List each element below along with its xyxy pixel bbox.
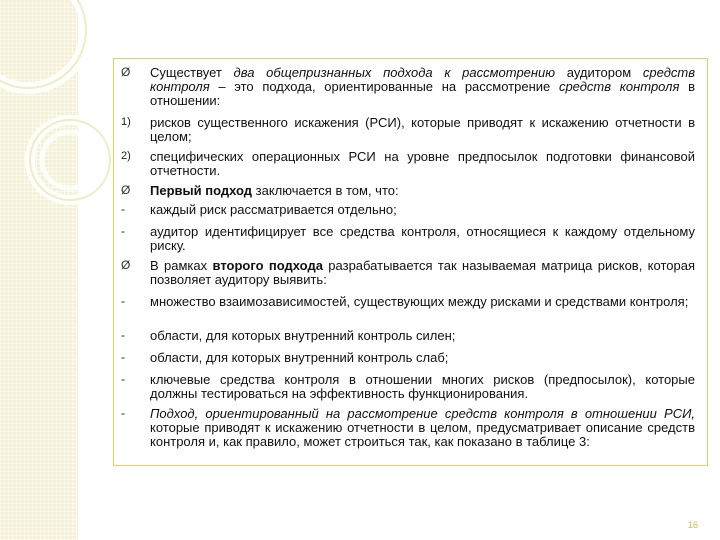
- item-text: каждый риск рассматривается отдельно;: [150, 202, 397, 217]
- list-number: 1): [121, 116, 131, 128]
- item-text: Первый подход заключается в том, что:: [150, 183, 399, 198]
- bullet-arrow-icon: Ø: [121, 183, 131, 197]
- item-text: Подход, ориентированный на рассмотрение средств контроля в отношении РСИ, которые приводят к искажению отчетности в целом, предусматривает описание средств контроля и, как правило, может строиться так, как показано в таблице 3:: [150, 406, 695, 449]
- item-text: рисков существенного искажения (РСИ), которые приводят к искажению отчетности в целом;: [150, 115, 695, 144]
- list-dash: -: [121, 328, 125, 342]
- item-text: аудитор идентифицирует все средства контроля, относящиеся к каждому отдельному риску.: [150, 224, 695, 253]
- list-dash: -: [121, 372, 125, 386]
- item-text: Существует два общепризнанных подхода к рассмотрению аудитором средств контроля – это подхода, ориентированные на рассмотрение средств контроля в отношении:: [150, 65, 695, 108]
- item-text: ключевые средства контроля в отношении многих рисков (предпосылок), которые должны тестироваться на эффективность функционирования.: [150, 372, 695, 401]
- list-number: 2): [121, 150, 131, 162]
- item-text: области, для которых внутренний контроль слаб;: [150, 350, 449, 365]
- item-text: области, для которых внутренний контроль силен;: [150, 328, 456, 343]
- item-text: множество взаимозависимостей, существующих между рисками и средствами контроля;: [150, 294, 689, 309]
- list-dash: -: [121, 406, 125, 420]
- page-number: 16: [688, 520, 699, 530]
- bullet-arrow-icon: Ø: [121, 65, 131, 79]
- list-dash: -: [121, 294, 125, 308]
- item-text: В рамках второго подхода разрабатывается так называемая матрица рисков, которая позволяет аудитору выявить:: [150, 258, 696, 287]
- content-box: [113, 58, 708, 466]
- list-dash: -: [121, 202, 125, 216]
- list-dash: -: [121, 224, 125, 238]
- item-text: специфических операционных РСИ на уровне предпосылок подготовки финансовой отчетности.: [150, 149, 695, 178]
- bullet-arrow-icon: Ø: [121, 258, 131, 272]
- list-dash: -: [121, 350, 125, 364]
